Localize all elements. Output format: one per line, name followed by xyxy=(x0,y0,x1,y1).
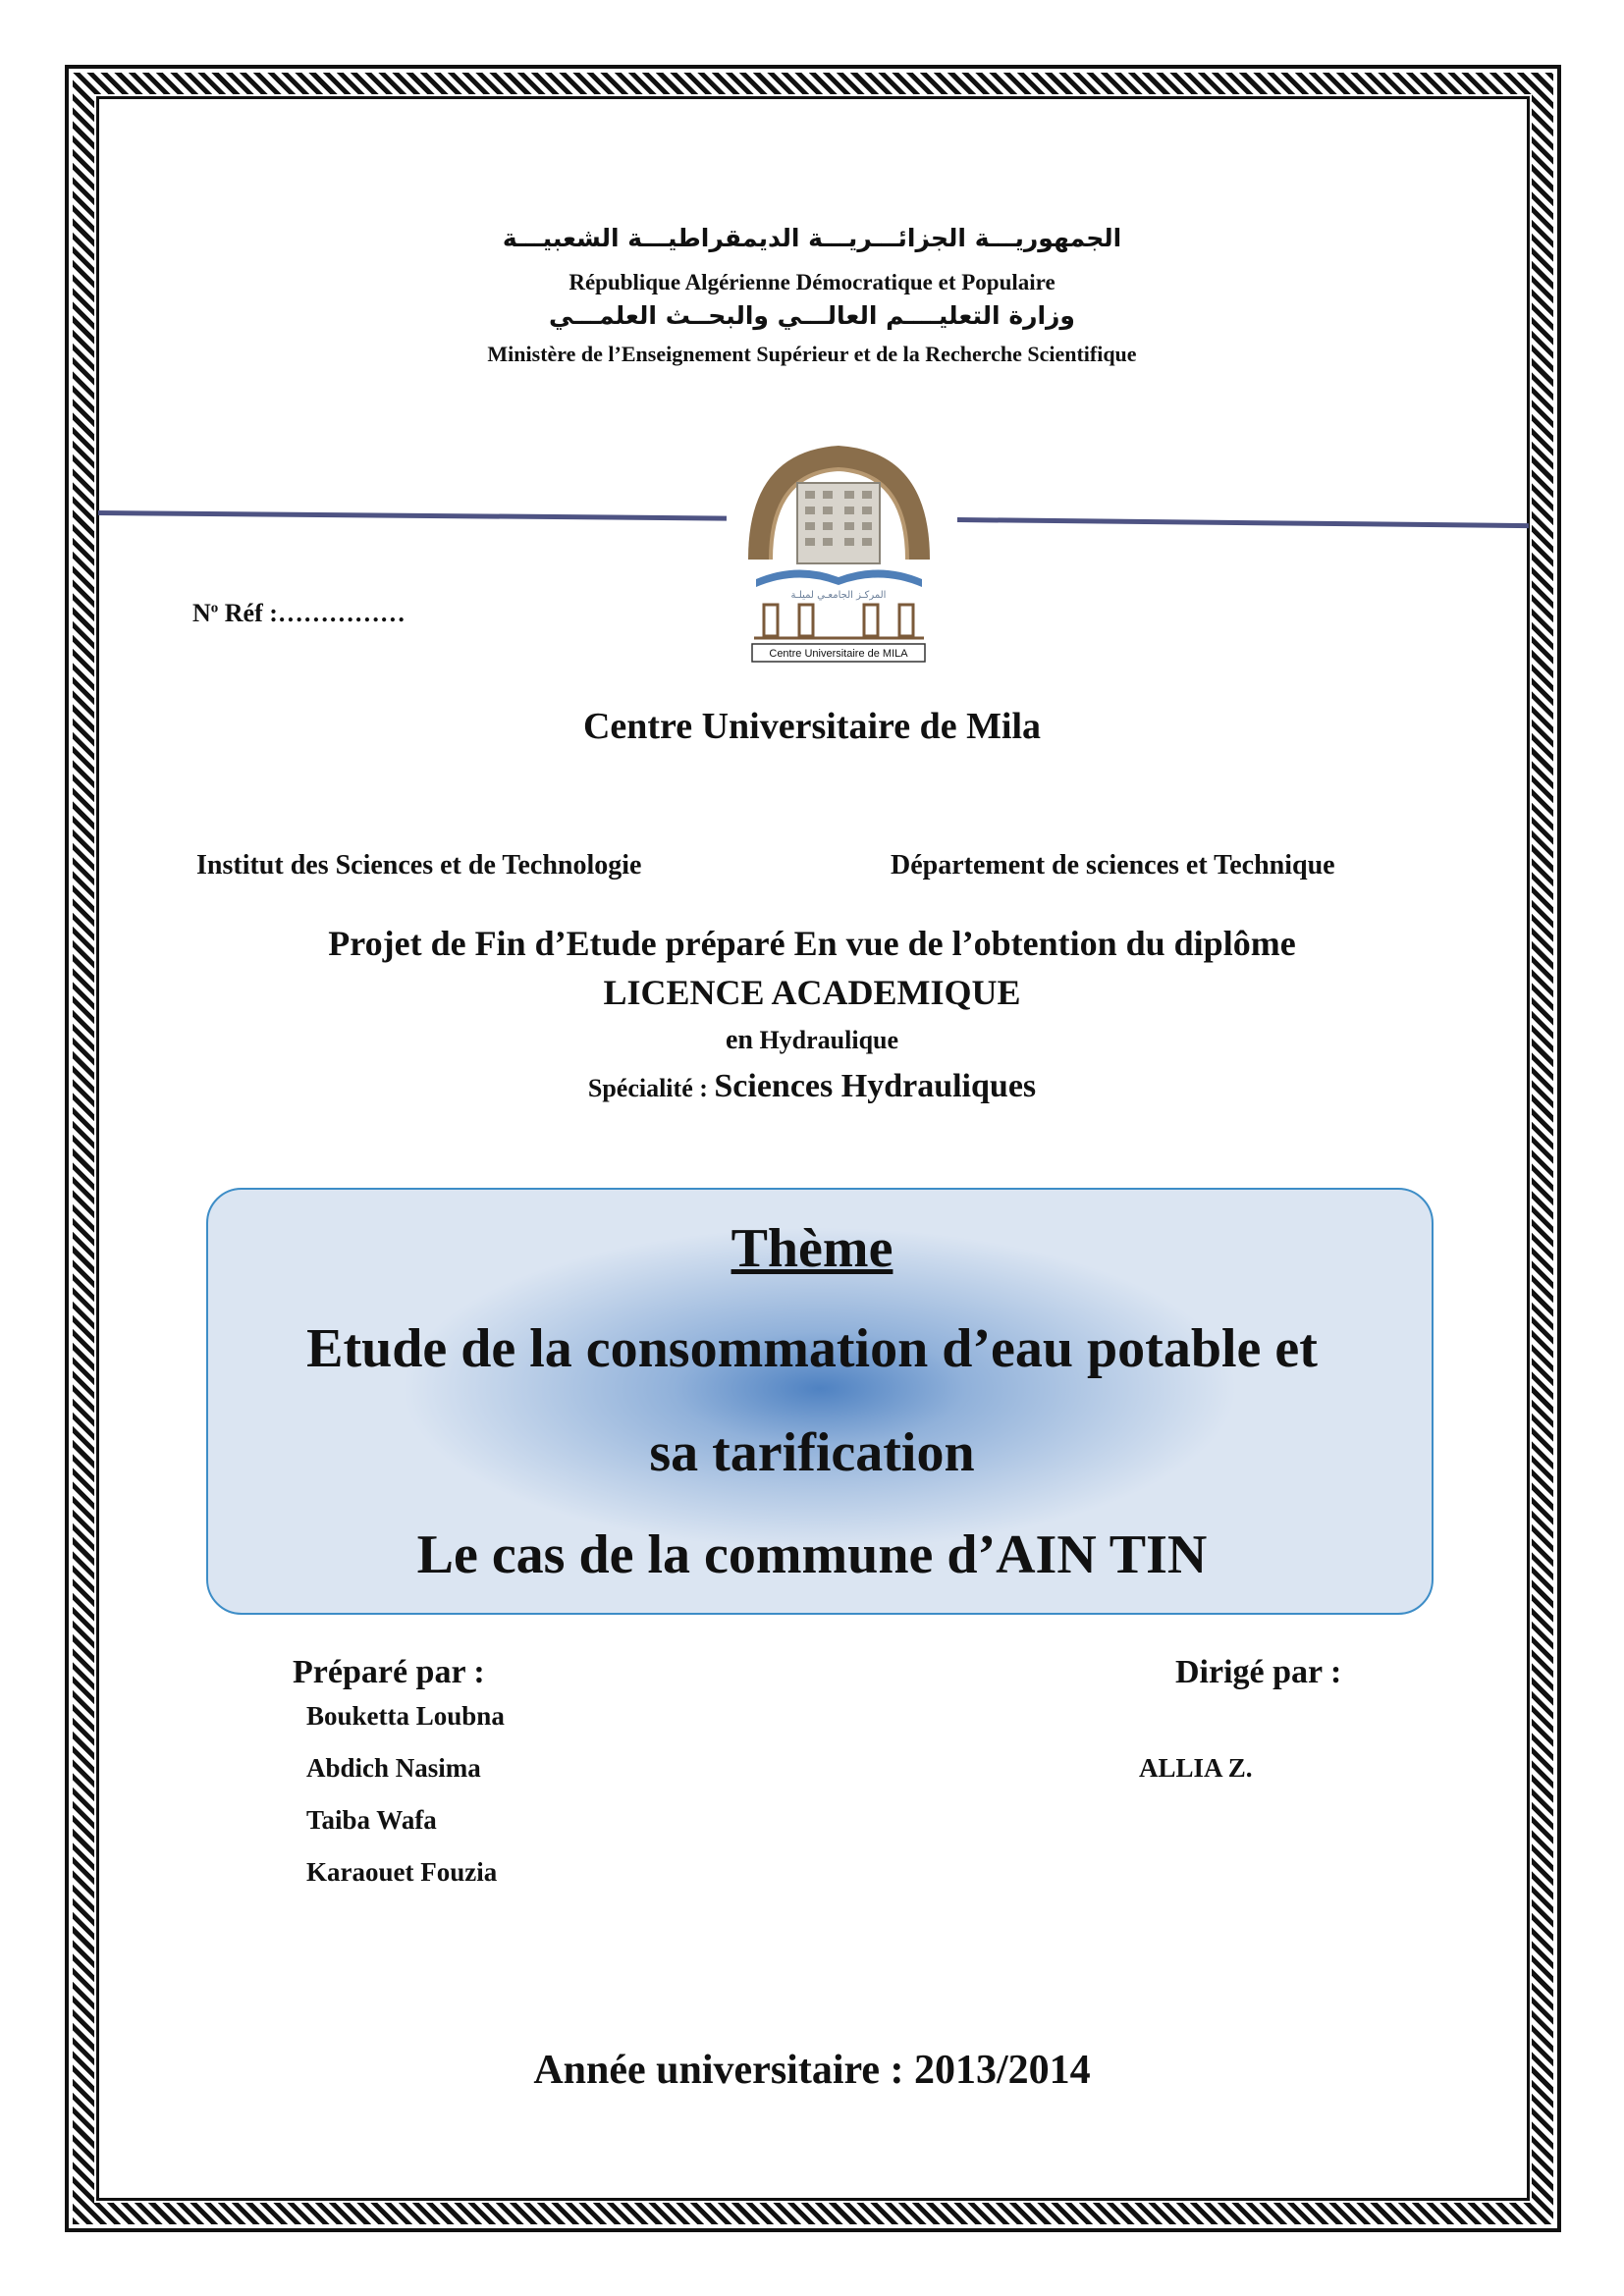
ministry-line: Ministère de l’Enseignement Supérieur et de la Recherche Scientifique xyxy=(487,342,1137,366)
reference-number: $N^o$ Réf :…………… xyxy=(192,599,406,627)
university-logo xyxy=(729,432,949,667)
author-name: Taiba Wafa xyxy=(306,1805,437,1835)
directed-by-label: Dirigé par : xyxy=(1175,1654,1342,1690)
theme-title: Thème xyxy=(731,1218,893,1279)
author-name: Abdich Nasima xyxy=(306,1753,481,1783)
university-logo-icon xyxy=(729,432,949,667)
arabic-ministry-line: وزارة التعليــــم العالـــي والبحــث العلمـــي xyxy=(549,301,1075,330)
academic-year: Année universitaire : 2013/2014 xyxy=(533,2048,1091,2093)
author-name: Bouketta Loubna xyxy=(306,1701,505,1731)
author-name: Karaouet Fouzia xyxy=(306,1857,498,1887)
prepared-by-label: Préparé par : xyxy=(293,1654,485,1690)
institute-name: Institut des Sciences et de Technologie xyxy=(196,850,642,881)
degree-line: LICENCE ACADEMIQUE xyxy=(603,973,1021,1012)
theme-line-1: Etude de la consommation d’eau potable et xyxy=(306,1318,1318,1379)
project-line: Projet de Fin d’Etude préparé En vue de l’obtention du diplôme xyxy=(328,924,1296,963)
theme-line-3: Le cas de la commune d’AIN TIN xyxy=(416,1524,1208,1585)
republic-line: République Algérienne Démocratique et Populaire xyxy=(568,270,1056,294)
arabic-republic-line: الجمهوريـــة الجزائـــريـــة الديمقراطيـــة الشعبيـــة xyxy=(502,224,1122,252)
supervisor-name: ALLIA Z. xyxy=(1139,1753,1253,1783)
field-line: en Hydraulique xyxy=(725,1025,899,1055)
svg-text:Centre Universitaire de MILA: Centre Universitaire de MILA xyxy=(769,648,908,660)
specialty-line: Spécialité : Sciences Hydrauliques xyxy=(587,1068,1037,1104)
theme-line-2: sa tarification xyxy=(649,1422,975,1483)
department-name: Département de sciences et Technique xyxy=(891,850,1335,881)
svg-text:المركـز الجامعـي لميلـة: المركـز الجامعـي لميلـة xyxy=(790,590,887,601)
institution-name: Centre Universitaire de Mila xyxy=(582,706,1042,747)
